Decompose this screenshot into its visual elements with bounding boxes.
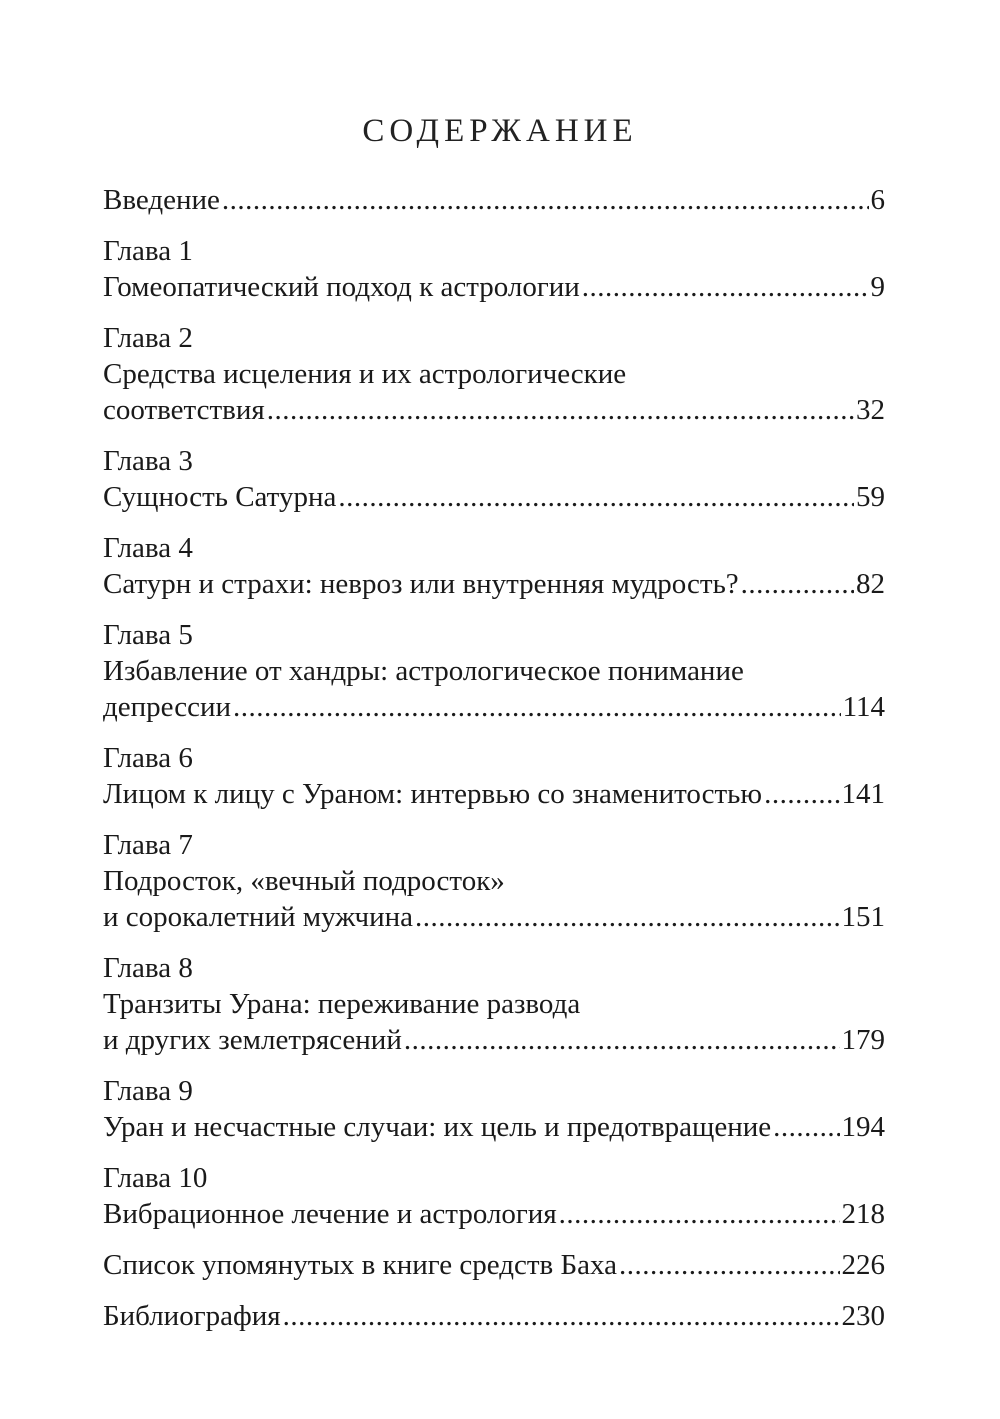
toc-page-number: 194 [841,1111,885,1143]
toc-entry-text: Библиография [103,1300,281,1332]
toc-entry-title-line [103,1022,885,1058]
dot-leader [404,1022,840,1058]
toc-entry [103,1073,885,1145]
toc-entry-text: Сатурн и страхи: невроз или внутренняя мудрость? [103,568,739,600]
toc-entry [103,530,885,602]
toc-page-number: 226 [841,1249,885,1281]
toc-entry-title-line [103,899,885,935]
toc-chapter-label: Глава 10 [103,1162,208,1194]
toc-entry-title-line [103,392,885,428]
toc-entry-text: Лицом к лицу с Ураном: интервью со знаменитостью [103,778,763,810]
toc-entry-text: Уран и несчастные случаи: их цель и предотвращение [103,1111,772,1143]
dot-leader [582,269,869,305]
toc-entry-text: соответствия [103,394,265,426]
toc-entry-text: Вибрационное лечение и астрология [103,1198,557,1230]
dot-leader [764,776,839,812]
page-title: СОДЕРЖАНИЕ [362,113,638,149]
toc-chapter-label: Глава 7 [103,829,193,861]
toc-entry-title-line [103,1298,885,1334]
toc-page-number: 6 [870,184,885,216]
toc-entry-text-line: Транзиты Урана: переживание развода [103,988,581,1020]
toc-page-number: 114 [842,691,885,723]
toc-page-number: 141 [841,778,885,810]
toc-entry [103,1160,885,1232]
toc-entry [103,182,885,218]
toc-entry-title-line [103,479,885,515]
toc-entry-text-line: Средства исцеления и их астрологические [103,358,627,390]
toc-entry-text-line: Подросток, «вечный подросток» [103,865,505,897]
dot-leader [267,392,854,428]
toc-entry [103,827,885,935]
toc-chapter-label: Глава 2 [103,322,193,354]
toc-entry-title-line [103,1109,885,1145]
toc-entry-title-line [103,182,885,218]
toc-entry-text-line: Избавление от хандры: астрологическое понимание [103,655,744,687]
toc-entry-text: и других землетрясений [103,1024,402,1056]
toc-entry-title-line [103,1196,885,1232]
toc-entry [103,1298,885,1334]
toc-page-number: 82 [856,568,885,600]
dot-leader [619,1247,840,1283]
toc-page-number: 59 [856,481,885,513]
toc-page-number: 151 [841,901,885,933]
dot-leader [559,1196,840,1232]
table-of-contents [103,182,885,1349]
toc-page-number: 9 [870,271,885,303]
dot-leader [415,899,839,935]
toc-entry [103,320,885,428]
toc-entry [103,950,885,1058]
toc-chapter-label: Глава 3 [103,445,193,477]
toc-chapter-label: Глава 4 [103,532,193,564]
toc-entry-title-line [103,269,885,305]
toc-entry [103,233,885,305]
toc-entry [103,740,885,812]
toc-chapter-label: Глава 1 [103,235,193,267]
dot-leader [283,1298,840,1334]
toc-entry-text: Введение [103,184,220,216]
dot-leader [773,1109,839,1145]
toc-chapter-label: Глава 8 [103,952,193,984]
dot-leader [233,689,841,725]
toc-entry [103,1247,885,1283]
toc-chapter-label: Глава 9 [103,1075,193,1107]
dot-leader [338,479,854,515]
toc-entry-text: Сущность Сатурна [103,481,337,513]
toc-entry [103,443,885,515]
toc-entry-text: Список упомянутых в книге средств Баха [103,1249,617,1281]
toc-entry-title-line [103,566,885,602]
toc-entry-title-line [103,1247,885,1283]
toc-chapter-label: Глава 6 [103,742,193,774]
toc-chapter-label: Глава 5 [103,619,193,651]
toc-entry-text: и сорокалетний мужчина [103,901,414,933]
toc-page-number: 179 [841,1024,885,1056]
toc-page-number: 230 [841,1300,885,1332]
toc-entry-title-line [103,689,885,725]
toc-page-number: 218 [841,1198,885,1230]
dot-leader [222,182,869,218]
toc-entry-text: депрессии [103,691,232,723]
toc-page-number: 32 [856,394,885,426]
toc-entry [103,617,885,725]
toc-entry-text: Гомеопатический подход к астрологии [103,271,580,303]
toc-entry-title-line [103,776,885,812]
dot-leader [741,566,854,602]
